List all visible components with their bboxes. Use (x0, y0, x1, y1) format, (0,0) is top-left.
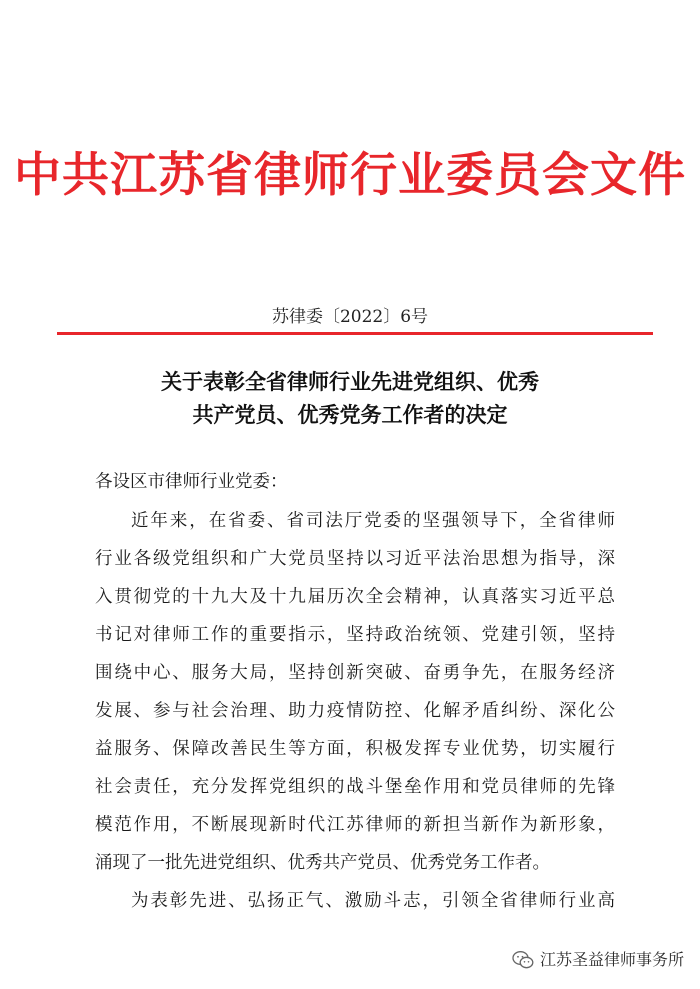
watermark-text: 江苏圣益律师事务所 (539, 950, 684, 969)
document-title-line-2: 共产党员、优秀党务工作者的决定 (192, 402, 508, 427)
wechat-watermark (512, 949, 684, 971)
document-number: 苏律委〔2022〕6号 (271, 307, 429, 327)
body-line: 书记对律师工作的重要指示，坚持政治统领、党建引领，坚持 (95, 625, 615, 645)
body-line: 模范作用，不断展现新时代江苏律师的新担当新作为新形象， (95, 815, 615, 835)
wechat-icon (512, 950, 534, 970)
red-divider-line (57, 332, 653, 335)
body-line: 入贯彻党的十九大及十九届历次全会精神，认真落实习近平总 (95, 587, 615, 607)
document-title-line-1: 关于表彰全省律师行业先进党组织、优秀 (161, 369, 539, 394)
body-line: 行业各级党组织和广大党员坚持以习近平法治思想为指导，深 (95, 549, 615, 569)
body-line: 近年来，在省委、省司法厅党委的坚强领导下，全省律师 (131, 511, 615, 531)
body-line: 涌现了一批先进党组织、优秀共产党员、优秀党务工作者。 (95, 853, 550, 873)
body-line: 围绕中心、服务大局，坚持创新突破、奋勇争先，在服务经济 (95, 663, 615, 683)
salutation: 各设区市律师行业党委： (95, 472, 288, 492)
body-line: 社会责任，充分发挥党组织的战斗堡垒作用和党员律师的先锋 (95, 777, 615, 797)
body-line: 为表彰先进、弘扬正气、激励斗志，引领全省律师行业高 (131, 891, 615, 911)
body-line: 益服务、保障改善民生等方面，积极发挥专业优势，切实履行 (95, 739, 615, 759)
body-line: 发展、参与社会治理、助力疫情防控、化解矛盾纠纷、深化公 (95, 701, 615, 721)
document-masthead: 中共江苏省律师行业委员会文件 (14, 148, 686, 203)
